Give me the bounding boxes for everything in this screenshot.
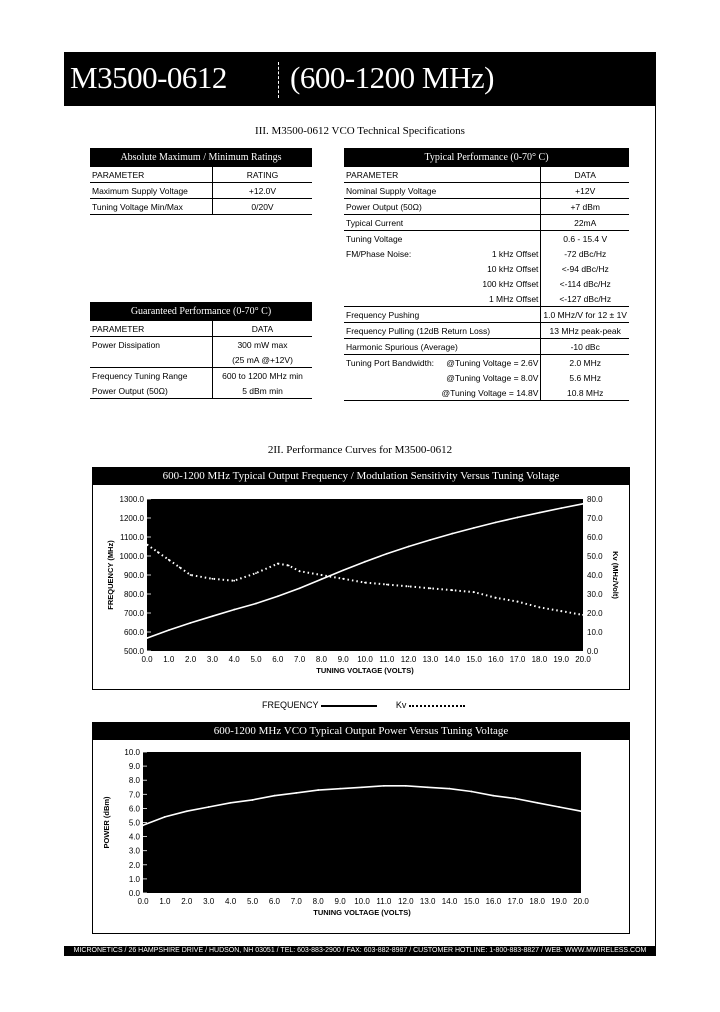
x-tick-label: 17.0 bbox=[509, 655, 526, 664]
table-row bbox=[344, 385, 629, 401]
y2-tick-label: 70.0 bbox=[587, 514, 603, 523]
model-number: M3500-0612 bbox=[70, 60, 227, 95]
power-data-point bbox=[208, 806, 210, 808]
y-tick-label: 1000.0 bbox=[119, 552, 144, 561]
row-value: <-127 dBc/Hz bbox=[541, 291, 629, 307]
row-param: Harmonic Spurious (Average) bbox=[344, 339, 541, 355]
table-row bbox=[344, 261, 629, 276]
frequency-data-point bbox=[342, 569, 344, 571]
row-value: 1.0 MHz/V for 12 ± 1V bbox=[541, 307, 629, 323]
row-sub: 1 MHz Offset bbox=[438, 291, 541, 307]
row-value: +7 dBm bbox=[541, 199, 629, 215]
row-value: +12.0V bbox=[213, 183, 313, 199]
table-row bbox=[90, 368, 312, 384]
page-footer: MICRONETICS / 26 HAMPSHIRE DRIVE / HUDSON, NH 03051 / TEL: 603-883-2900 / FAX: 603-882-8987 / CUSTOMER HOTLINE: 1-800-883-8827 / WEB: WWW.MWIRELESS.COM bbox=[64, 946, 656, 956]
y-tick-label: 1300.0 bbox=[119, 495, 144, 504]
row-sub: 100 kHz Offset bbox=[482, 278, 539, 289]
chart-legend bbox=[262, 700, 465, 710]
table-row bbox=[344, 183, 629, 199]
row-param: Tuning Port Bandwidth: bbox=[346, 357, 435, 368]
frequency-range: (600-1200 MHz) bbox=[290, 60, 494, 95]
row-value: <-94 dBc/Hz bbox=[541, 261, 629, 276]
frequency-data-point bbox=[299, 587, 301, 589]
row-value: 2.0 MHz bbox=[541, 355, 629, 371]
row-value: 13 MHz peak-peak bbox=[541, 323, 629, 339]
typical-col-value: DATA bbox=[541, 167, 629, 183]
row-param: Power Output (50Ω) bbox=[90, 383, 213, 399]
title-banner bbox=[64, 52, 656, 106]
row-value: 10.8 MHz bbox=[541, 385, 629, 401]
y2-tick-label: 50.0 bbox=[587, 552, 603, 561]
x-tick-label: 14.0 bbox=[444, 655, 460, 664]
row-param: Nominal Supply Voltage bbox=[344, 183, 541, 199]
table-row bbox=[90, 383, 312, 399]
row-sub: @Tuning Voltage = 8.0V bbox=[446, 372, 539, 383]
table-row bbox=[344, 246, 629, 261]
kv-data-point bbox=[560, 610, 562, 612]
row-param: Tuning Voltage Min/Max bbox=[90, 199, 213, 215]
row-param: Typical Current bbox=[344, 215, 541, 231]
kv-data-point bbox=[342, 578, 344, 580]
table-row bbox=[344, 215, 629, 231]
row-value: <-114 dBc/Hz bbox=[541, 276, 629, 291]
row-sub: 1 kHz Offset bbox=[491, 248, 539, 259]
x-tick-label: 2.0 bbox=[181, 897, 193, 906]
power-data-point bbox=[361, 786, 363, 788]
absolute-ratings-table bbox=[90, 148, 312, 215]
x-tick-label: 8.0 bbox=[312, 897, 324, 906]
x-tick-label: 1.0 bbox=[159, 897, 171, 906]
y-tick-label: 900.0 bbox=[123, 571, 144, 580]
y-axis-label: POWER (dBm) bbox=[102, 796, 111, 849]
table-row bbox=[344, 323, 629, 339]
frequency-data-point bbox=[233, 609, 235, 611]
frequency-data-point bbox=[212, 615, 214, 617]
row-value: 5 dBm min bbox=[213, 383, 313, 399]
x-tick-label: 4.0 bbox=[225, 897, 237, 906]
power-data-point bbox=[580, 810, 582, 812]
x-tick-label: 3.0 bbox=[203, 897, 215, 906]
table-row bbox=[344, 355, 629, 371]
kv-data-point bbox=[299, 570, 301, 572]
row-param: Frequency Pushing bbox=[344, 307, 541, 323]
power-data-point bbox=[493, 795, 495, 797]
kv-data-point bbox=[473, 591, 475, 593]
legend-kv-line bbox=[409, 705, 465, 707]
frequency-data-point bbox=[582, 503, 584, 505]
typical-col-param: PARAMETER bbox=[344, 167, 541, 183]
table-row bbox=[90, 352, 312, 368]
x-tick-label: 19.0 bbox=[553, 655, 569, 664]
power-data-point bbox=[164, 816, 166, 818]
x-tick-label: 3.0 bbox=[206, 655, 218, 664]
power-data-point bbox=[471, 791, 473, 793]
power-data-point bbox=[317, 789, 319, 791]
x-tick-label: 12.0 bbox=[398, 897, 414, 906]
absolute-ratings-col-value: RATING bbox=[213, 167, 313, 183]
x-tick-label: 15.0 bbox=[463, 897, 480, 906]
x-tick-label: 6.0 bbox=[272, 655, 284, 664]
legend-frequency-label: FREQUENCY bbox=[262, 700, 319, 710]
kv-data-point bbox=[233, 580, 235, 582]
curves-section-heading: 2II. Performance Curves for M3500-0612 bbox=[267, 444, 453, 456]
y-tick-label: 9.0 bbox=[128, 762, 140, 772]
power-chart-title: 600-1200 MHz VCO Typical Output Power Versus Tuning Voltage bbox=[93, 723, 629, 740]
table-row bbox=[344, 339, 629, 355]
row-value: +12V bbox=[541, 183, 629, 199]
legend-kv-label: Kv bbox=[395, 700, 407, 710]
x-tick-label: 1.0 bbox=[163, 655, 175, 664]
y-axis-label: FREQUENCY (MHz) bbox=[106, 540, 115, 610]
y2-tick-label: 20.0 bbox=[587, 609, 603, 618]
row-value: 22mA bbox=[541, 215, 629, 231]
kv-data-point bbox=[277, 563, 279, 565]
frequency-data-point bbox=[473, 527, 475, 529]
y-tick-label: 8.0 bbox=[128, 776, 140, 786]
row-sub: @Tuning Voltage = 2.6V bbox=[446, 357, 539, 368]
row-param: Power Output (50Ω) bbox=[344, 199, 541, 215]
row-param: Tuning Voltage bbox=[346, 233, 403, 244]
y2-tick-label: 80.0 bbox=[587, 495, 603, 504]
x-tick-label: 19.0 bbox=[551, 897, 567, 906]
row-param bbox=[344, 276, 438, 291]
frequency-data-point bbox=[190, 622, 192, 624]
row-param bbox=[344, 370, 438, 385]
x-tick-label: 20.0 bbox=[575, 655, 591, 664]
y-tick-label: 500.0 bbox=[123, 647, 144, 656]
power-chart-box bbox=[92, 722, 630, 934]
table-row bbox=[90, 337, 312, 353]
table-row bbox=[344, 370, 629, 385]
row-param bbox=[344, 385, 438, 401]
y-tick-label: 4.0 bbox=[128, 832, 140, 842]
guaranteed-title: Guaranteed Performance (0-70° C) bbox=[90, 302, 312, 321]
row-param bbox=[344, 261, 438, 276]
kv-data-point bbox=[408, 586, 410, 588]
power-data-point bbox=[536, 802, 538, 804]
y-tick-label: 1200.0 bbox=[119, 514, 144, 523]
kv-data-point bbox=[321, 574, 323, 576]
x-tick-label: 13.0 bbox=[422, 655, 439, 664]
kv-data-point bbox=[495, 597, 497, 599]
typical-title: Typical Performance (0-70° C) bbox=[344, 148, 629, 167]
power-data-point bbox=[405, 785, 407, 787]
frequency-data-point bbox=[495, 521, 497, 523]
row-param: Power Dissipation bbox=[92, 339, 161, 350]
row-value: (25 mA @+12V) bbox=[213, 352, 313, 368]
y2-tick-label: 60.0 bbox=[587, 533, 603, 542]
power-data-point bbox=[339, 788, 341, 790]
table-row bbox=[344, 291, 629, 307]
x-tick-label: 15.0 bbox=[466, 655, 482, 664]
kv-data-point bbox=[255, 572, 257, 574]
banner-divider bbox=[278, 62, 279, 98]
row-param: Frequency Tuning Range bbox=[92, 370, 188, 381]
kv-data-point bbox=[517, 601, 519, 603]
x-tick-label: 11.0 bbox=[379, 655, 395, 664]
x-tick-label: 5.0 bbox=[250, 655, 262, 664]
kv-data-point bbox=[364, 582, 366, 584]
y-tick-label: 2.0 bbox=[128, 860, 140, 870]
x-tick-label: 12.0 bbox=[400, 655, 417, 664]
power-data-point bbox=[383, 785, 385, 787]
x-tick-label: 4.0 bbox=[228, 655, 240, 664]
x-axis-label: TUNING VOLTAGE (VOLTS) bbox=[313, 908, 411, 917]
x-tick-label: 7.0 bbox=[290, 897, 302, 906]
kv-data-point bbox=[157, 551, 159, 553]
table-row bbox=[344, 231, 629, 247]
y-tick-label: 3.0 bbox=[128, 846, 140, 856]
power-data-point bbox=[142, 824, 144, 826]
frequency-data-point bbox=[146, 637, 148, 639]
power-data-point bbox=[514, 798, 516, 800]
row-param: FM/Phase Noise: bbox=[346, 248, 412, 259]
row-value: 600 to 1200 MHz min bbox=[213, 368, 313, 384]
guaranteed-col-param: PARAMETER bbox=[90, 321, 213, 337]
absolute-ratings-title: Absolute Maximum / Minimum Ratings bbox=[90, 148, 312, 167]
frequency-data-point bbox=[168, 629, 170, 631]
x-tick-label: 20.0 bbox=[573, 897, 589, 906]
frequency-chart bbox=[93, 485, 629, 689]
x-tick-label: 10.0 bbox=[357, 655, 373, 664]
frequency-data-point bbox=[386, 553, 388, 555]
frequency-data-point bbox=[321, 578, 323, 580]
x-tick-label: 16.0 bbox=[488, 655, 504, 664]
row-param: Frequency Pulling (12dB Return Loss) bbox=[344, 323, 541, 339]
kv-data-point bbox=[168, 559, 170, 561]
frequency-data-point bbox=[560, 507, 562, 509]
y-tick-label: 1.0 bbox=[128, 874, 140, 884]
specs-section-heading: III. M3500-0612 VCO Technical Specifications bbox=[255, 125, 465, 137]
x-tick-label: 7.0 bbox=[294, 655, 306, 664]
frequency-data-point bbox=[277, 595, 279, 597]
row-param: Maximum Supply Voltage bbox=[90, 183, 213, 199]
y-tick-label: 1100.0 bbox=[120, 533, 144, 542]
x-tick-label: 9.0 bbox=[334, 897, 346, 906]
y-tick-label: 600.0 bbox=[123, 628, 144, 637]
table-row bbox=[90, 199, 312, 215]
kv-data-point bbox=[288, 565, 290, 567]
x-tick-label: 9.0 bbox=[337, 655, 349, 664]
row-value: 300 mW max bbox=[213, 337, 313, 353]
row-param bbox=[90, 352, 213, 368]
kv-data-point bbox=[430, 587, 432, 589]
x-tick-label: 11.0 bbox=[376, 897, 392, 906]
frequency-data-point bbox=[539, 512, 541, 514]
y-tick-label: 5.0 bbox=[128, 818, 140, 828]
power-data-point bbox=[558, 806, 560, 808]
x-tick-label: 16.0 bbox=[485, 897, 502, 906]
power-data-point bbox=[449, 788, 451, 790]
y2-tick-label: 10.0 bbox=[587, 628, 603, 637]
row-value: 5.6 MHz bbox=[541, 370, 629, 385]
frequency-data-point bbox=[451, 533, 453, 535]
y2-tick-label: 30.0 bbox=[587, 590, 603, 599]
x-axis-label: TUNING VOLTAGE (VOLTS) bbox=[316, 666, 414, 675]
row-sub: @Tuning Voltage = 14.8V bbox=[438, 385, 541, 401]
frequency-data-point bbox=[517, 517, 519, 519]
power-data-point bbox=[427, 786, 429, 788]
power-data-point bbox=[186, 810, 188, 812]
absolute-ratings-col-param: PARAMETER bbox=[90, 167, 213, 183]
power-data-point bbox=[230, 802, 232, 804]
plot-area bbox=[147, 499, 583, 651]
legend-frequency-line bbox=[321, 705, 377, 707]
x-tick-label: 0.0 bbox=[141, 655, 153, 664]
table-row bbox=[344, 276, 629, 291]
frequency-chart-title: 600-1200 MHz Typical Output Frequency / Modulation Sensitivity Versus Tuning Voltage bbox=[93, 468, 629, 485]
x-tick-label: 18.0 bbox=[531, 655, 548, 664]
y-tick-label: 10.0 bbox=[124, 748, 140, 757]
power-data-point bbox=[252, 799, 254, 801]
kv-data-point bbox=[386, 584, 388, 586]
power-data-point bbox=[274, 795, 276, 797]
y-tick-label: 6.0 bbox=[128, 804, 140, 814]
y-tick-label: 800.0 bbox=[123, 590, 144, 599]
x-tick-label: 0.0 bbox=[137, 897, 149, 906]
kv-data-point bbox=[179, 567, 181, 569]
guaranteed-performance-table bbox=[90, 302, 312, 399]
row-value: -10 dBc bbox=[541, 339, 629, 355]
typical-performance-table bbox=[344, 148, 629, 401]
y2-axis-label: Kv (MHz/Volt) bbox=[611, 551, 620, 599]
x-tick-label: 10.0 bbox=[354, 897, 370, 906]
guaranteed-col-value: DATA bbox=[213, 321, 313, 337]
x-tick-label: 5.0 bbox=[246, 897, 259, 906]
table-row bbox=[344, 199, 629, 215]
y2-tick-label: 40.0 bbox=[587, 571, 603, 580]
x-tick-label: 2.0 bbox=[185, 655, 197, 664]
power-chart bbox=[93, 740, 629, 933]
table-row bbox=[344, 307, 629, 323]
y-tick-label: 700.0 bbox=[123, 609, 144, 618]
power-data-point bbox=[295, 792, 297, 794]
x-tick-label: 8.0 bbox=[315, 655, 327, 664]
kv-data-point bbox=[451, 589, 453, 591]
x-tick-label: 17.0 bbox=[507, 897, 524, 906]
row-param bbox=[344, 291, 438, 307]
x-tick-label: 6.0 bbox=[268, 897, 280, 906]
kv-data-point bbox=[582, 614, 584, 616]
row-sub: 10 kHz Offset bbox=[487, 263, 539, 274]
row-value: -72 dBc/Hz bbox=[541, 246, 629, 261]
row-value: 0.6 - 15.4 V bbox=[541, 231, 629, 247]
x-tick-label: 14.0 bbox=[441, 897, 458, 906]
page-right-rule bbox=[655, 106, 656, 948]
frequency-chart-box bbox=[92, 467, 630, 690]
kv-data-point bbox=[146, 544, 148, 546]
plot-area bbox=[143, 752, 581, 893]
frequency-data-point bbox=[408, 546, 410, 548]
table-row bbox=[90, 183, 312, 199]
frequency-data-point bbox=[364, 561, 366, 563]
kv-data-point bbox=[539, 606, 541, 608]
y2-tick-label: 0.0 bbox=[587, 647, 599, 656]
y-tick-label: 7.0 bbox=[128, 790, 140, 800]
y-tick-label: 0.0 bbox=[128, 889, 140, 898]
kv-data-point bbox=[212, 578, 214, 580]
x-tick-label: 18.0 bbox=[529, 897, 545, 906]
x-tick-label: 13.0 bbox=[419, 897, 436, 906]
kv-data-point bbox=[190, 574, 192, 576]
frequency-data-point bbox=[430, 539, 432, 541]
frequency-data-point bbox=[255, 603, 257, 605]
row-value: 0/20V bbox=[213, 199, 313, 215]
